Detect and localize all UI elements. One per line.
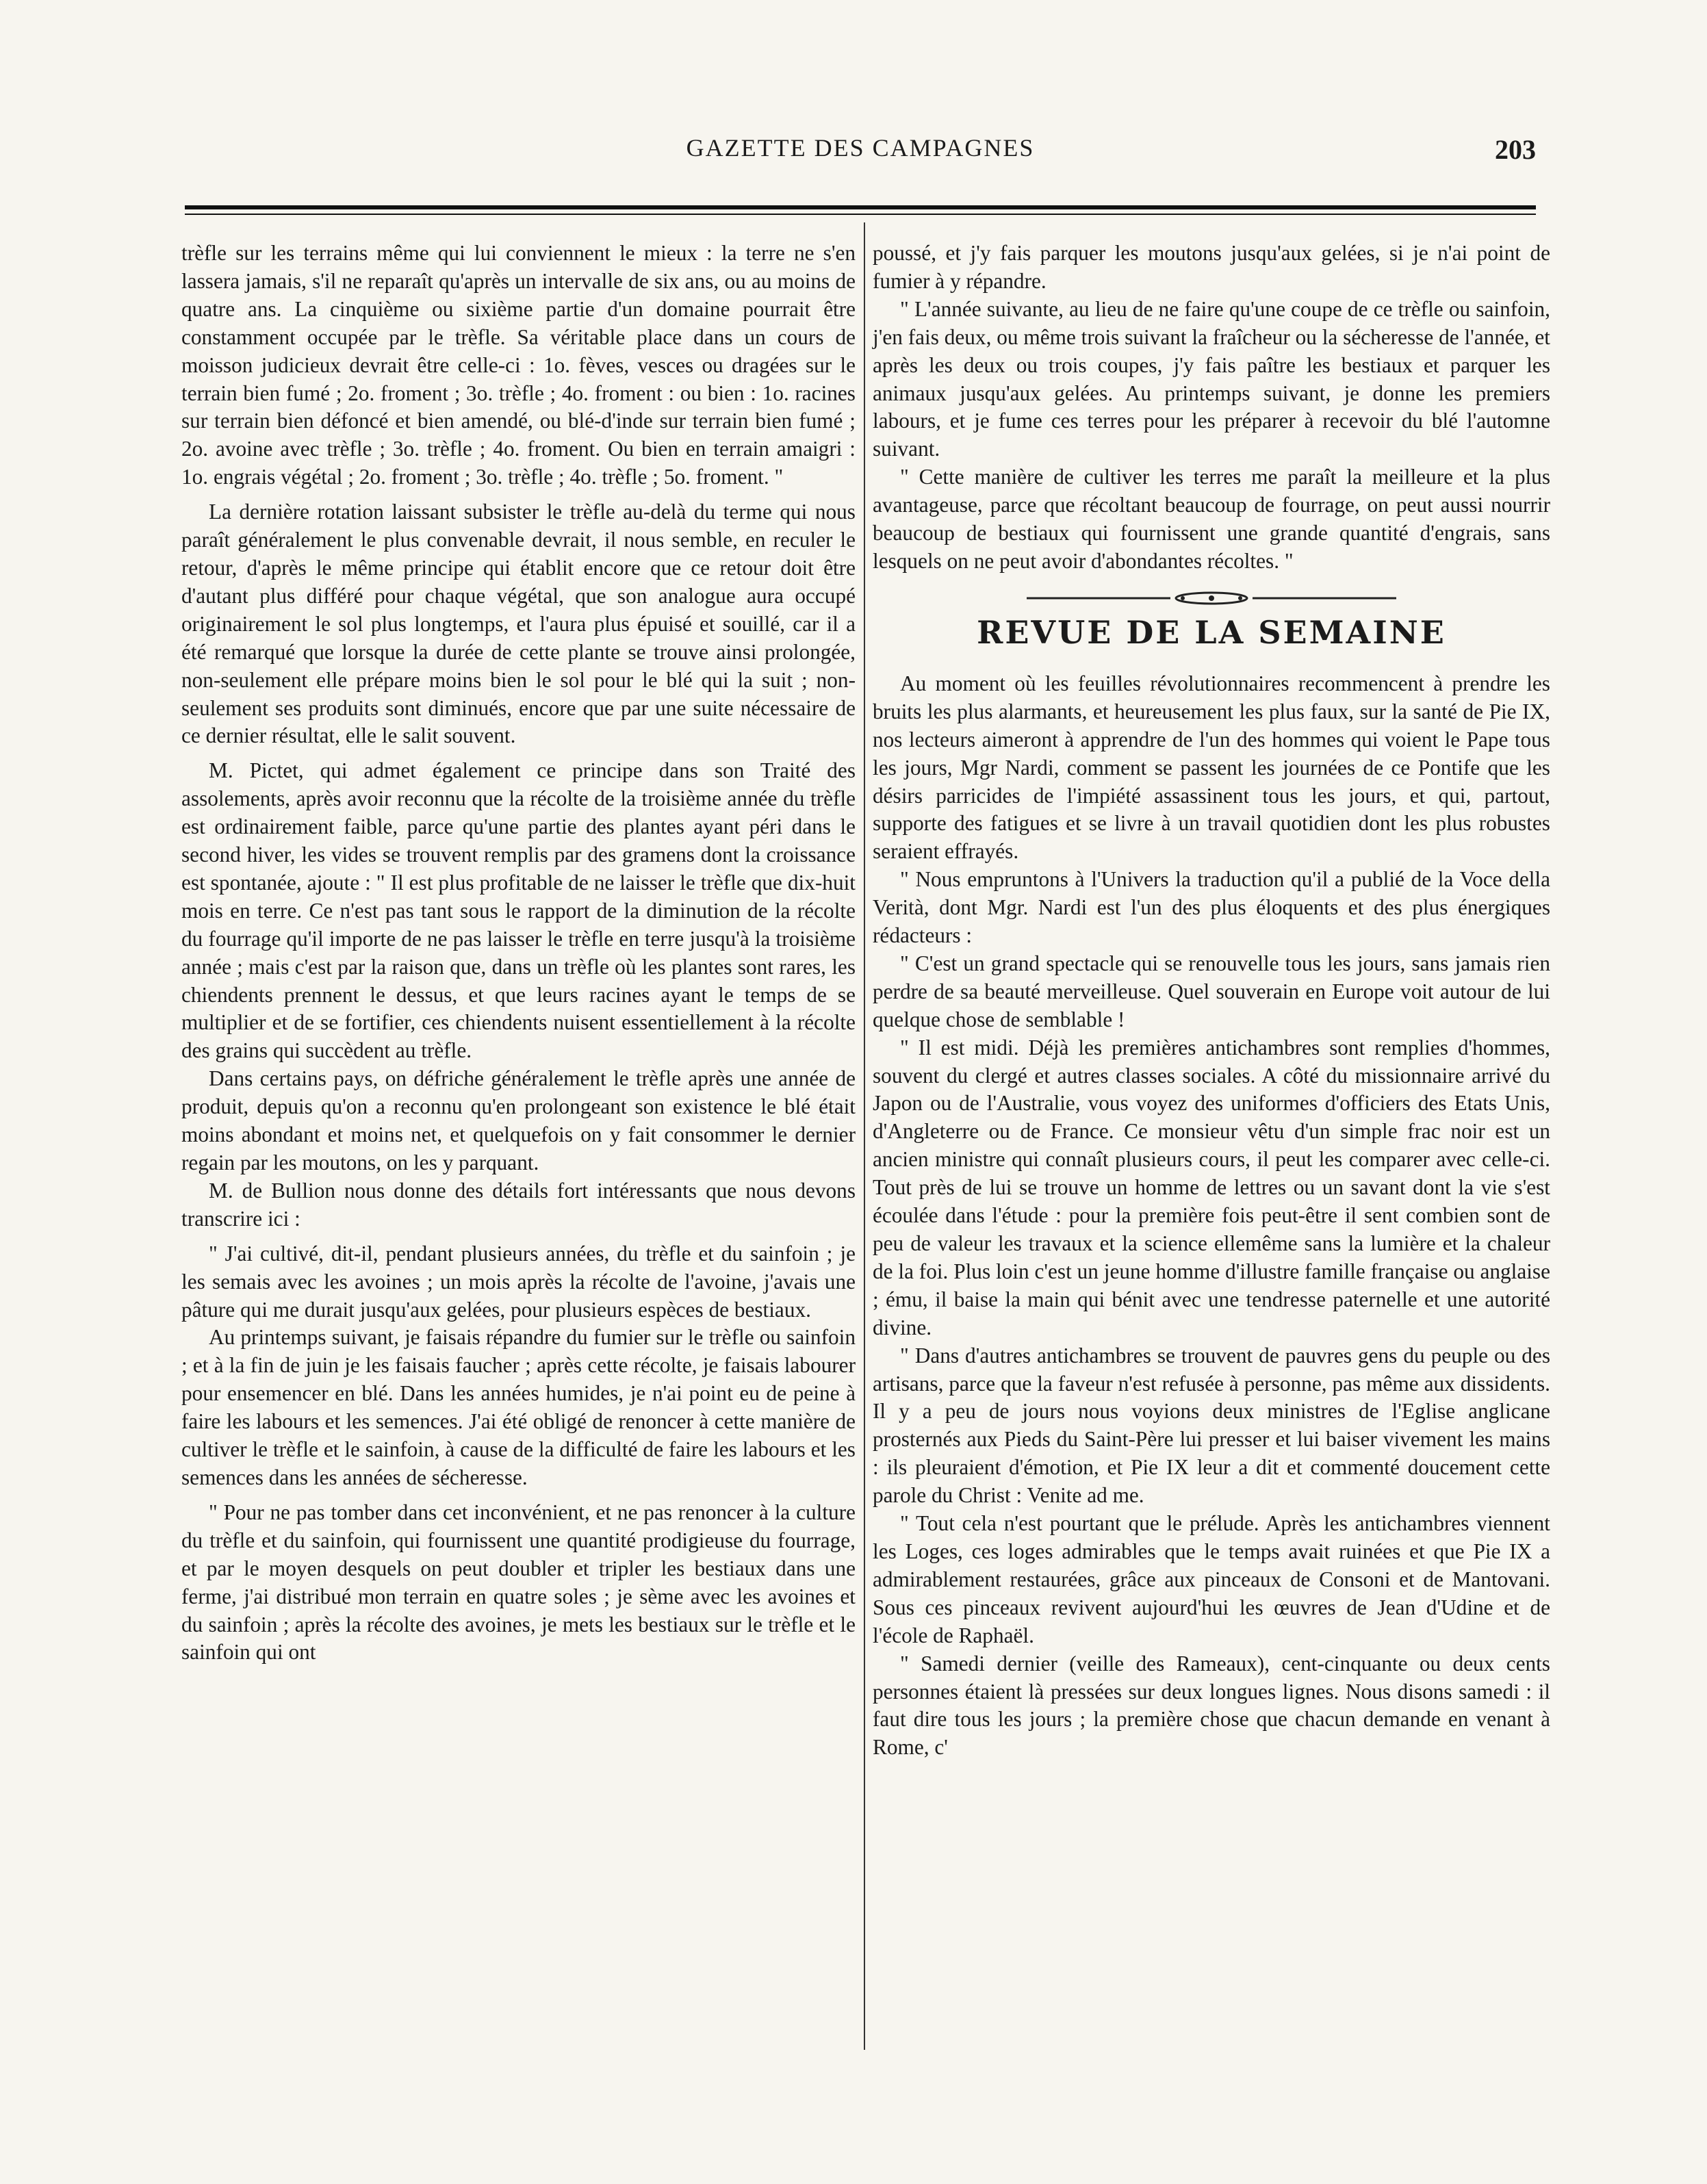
paragraph: Au printemps suivant, je faisais répandre du fumier sur le trèfle ou sainfoin ; et à la fin de juin je les faisais faucher ; après cette récolte, je faisais labourer pour ensemencer en blé. Dans les années humides, je n'ai point eu de peine à faire les labours et les semences. J'ai été obligé de renoncer à cette manière de cultiver le trèfle et le sainfoin, à cause de la difficulté de faire les labours et les semences dans les années de sécheresse.	[181, 1325, 856, 1489]
paragraph: poussé, et j'y fais parquer les moutons jusqu'aux gelées, si je n'ai point de fumier à y répandre.	[873, 241, 1550, 293]
paragraph: " Il est midi. Déjà les premières antichambres sont remplies d'hommes, souvent du clergé et autres classes sociales. A côté du missionnaire arrivé du Japon ou de l'Australie, vous voyez des uniformes d'officiers des Etats Unis, d'Angleterre ou de France. Ce monsieur vêtu d'un simple frac noir est un ancien ministre qui connaît plusieurs cours, il peut les comparer avec celle-ci. Tout près de lui se trouve un homme de lettres ou un savant dont la vie s'est écoulée dans l'étude : pour la première fois peut-être il sent combien sont de peu de valeur les travaux et la science ellemême sans la lumière et la chaleur de la foi. Plus loin c'est un jeune homme d'illustre famille française ou anglaise ; ému, il baise la main qui bénit avec une tendresse paternelle et une autorité divine.	[873, 1035, 1550, 1339]
paragraph: " Dans d'autres antichambres se trouvent de pauvres gens du peuple ou des artisans, parce que la faveur n'est refusée à personne, pas même aux dissidents. Il y a peu de jours nous voyions deux ministres de l'Eglise anglicane prosternés aux Pieds du Saint-Père lui presser et lui baiser vivement les mains : ils pleuraient d'émotion, et Pie IX leur a dit et commenté doucement cette parole du Christ : Venite ad me.	[873, 1343, 1550, 1508]
paragraph: " L'année suivante, au lieu de ne faire qu'une coupe de ce trèfle ou sainfoin, j'en fais deux, ou même trois suivant la fraîcheur ou la sécheresse de l'année, et après les deux ou trois coupes, j'y fais paître les bestiaux et parquer les animaux jusqu'aux gelées. Au printemps suivant, je donne les premiers labours, et je fume ces terres pour les préparer à recevoir du blé l'automne suivant.	[873, 296, 1550, 461]
paragraph: Dans certains pays, on défriche généralement le trèfle après une année de produit, depuis qu'on a reconnu qu'en prolongeant son existence le blé était moins abondant et moins net, et quelquefois on y fait consommer le dernier regain par les moutons, on les y parquant.	[181, 1066, 856, 1174]
section-heading: REVUE DE LA SEMAINE	[977, 613, 1446, 651]
paragraph: Au moment où les feuilles révolutionnaires recommencent à prendre les bruits les plus alarmants, et heureusement les plus faux, sur la santé de Pie IX, nos lecteurs aimeront à apprendre de l'un des hommes qui voient le Pape tous les jours, Mgr Nardi, comment se passent les journées de ce Pontife que les désirs parricides de l'impiété assassinent tous les jours, et qui, partout, supporte des fatigues et se livre à un travail quotidien dont les plus robustes seraient effrayés.	[873, 671, 1550, 864]
paragraph: " Cette manière de cultiver les terres me paraît la meilleure et la plus avantageuse, parce que récoltant beaucoup de fourrage, on peut aussi nourrir beaucoup de bestiaux qui fournissent une grande quantité d'engrais, sans lesquels on ne peut avoir d'abondantes récoltes. "	[873, 465, 1550, 573]
left-column	[181, 240, 856, 1667]
right-column	[873, 240, 1550, 1762]
paragraph: La dernière rotation laissant subsister le trèfle au-delà du terme qui nous paraît généralement le plus convenable devrait, il nous semble, en reculer le retour, d'après le même principe qui établit encore que ce retour doit être d'autant plus différé pour chaque végétal, que son analogue aura occupé originairement le sol plus longtemps, et l'aura plus épuisé et souillé, car il a été remarqué que lorsque la durée de cette plante se trouve ainsi prolongée, non-seulement elle prépare moins bien le sol pour le blé qui la suit ; non-seulement ses produits sont diminués, encore que par une suite nécessaire de ce dernier résultat, elle le salit souvent.	[181, 500, 856, 748]
section-ornament	[873, 591, 1550, 607]
column-divider	[864, 222, 865, 2050]
paragraph: " J'ai cultivé, dit-il, pendant plusieurs années, du trèfle et du sainfoin ; je les semais avec les avoines ; un mois après la récolte de l'avoine, j'avais une pâture qui me durait jusqu'aux gelées, pour plusieurs espèces de bestiaux.	[181, 1241, 856, 1322]
paragraph: M. de Bullion nous donne des détails fort intéressants que nous devons transcrire ici :	[181, 1178, 856, 1231]
paragraph: " Pour ne pas tomber dans cet inconvénient, et ne pas renoncer à la culture du trèfle et du sainfoin, qui fournissent une quantité prodigieuse du fourrage, et par le moyen desquels on peut doubler et tripler les bestiaux dans une ferme, j'ai distribué mon terrain en quatre soles ; je sème avec les avoines et du sainfoin ; après la récolte des avoines, je mets les bestiaux sur le trèfle et le sainfoin qui ont	[181, 1500, 856, 1665]
paragraph: " C'est un grand spectacle qui se renouvelle tous les jours, sans jamais rien perdre de sa beauté merveilleuse. Quel souverain en Europe voit autour de lui quelque chose de semblable !	[873, 951, 1550, 1031]
paragraph: M. Pictet, qui admet également ce principe dans son Traité des assolements, après avoir reconnu que la récolte de la troisième année du trèfle est ordinairement faible, parce qu'une partie des plantes ayant péri dans le second hiver, les vides se trouvent remplis par des gramens dont la croissance est spontanée, ajoute : " Il est plus profitable de ne laisser le trèfle que dix-huit mois en terre. Ce n'est pas tant sous le rapport de la diminution de la récolte du fourrage qu'il importe de ne pas laisser le trèfle en terre jusqu'à la troisième année ; mais c'est par la raison que, dans un trèfle où les plantes sont rares, les chiendents prennent le dessus, et que leurs racines ayant le temps de se multiplier et de se fortifier, ces chiendents nuisent essentiellement à la récolte des grains qui succèdent au trèfle.	[181, 758, 856, 1063]
paragraph: " Nous empruntons à l'Univers la traduction qu'il a publié de la Voce della Verità, dont Mgr. Nardi est l'un des plus éloquents et des plus énergiques rédacteurs :	[873, 867, 1550, 948]
paragraph: " Tout cela n'est pourtant que le prélude. Après les antichambres viennent les Loges, ces loges admirables que le temps avait ruinées et que Pie IX a admirablement restaurées, grâce aux pinceaux de Consoni et de Mantovani. Sous ces pinceaux revivent aujourd'hui les œuvres de Jean d'Udine et de l'école de Raphaël.	[873, 1511, 1550, 1647]
paragraph: " Samedi dernier (veille des Rameaux), cent-cinquante ou deux cents personnes étaient là pressées sur deux longues lignes. Nous disons samedi : il faut dire tous les jours ; la première chose que chacun demande en venant à Rome, c'	[873, 1651, 1550, 1760]
newspaper-title: GAZETTE DES CAMPAGNES	[686, 134, 1035, 162]
page-number: 203	[1495, 134, 1536, 165]
page-header	[185, 133, 1536, 181]
header-rule	[185, 205, 1536, 215]
paragraph: trèfle sur les terrains même qui lui conviennent le mieux : la terre ne s'en lassera jamais, s'il ne reparaît qu'après un intervalle de six ans, ou au moins de quatre ans. La cinquième ou sixième partie d'un domaine pourrait être constamment occupée par le trèfle. Sa véritable place dans un cours de moisson judicieux devrait être celle-ci : 1o. fèves, vesces ou dragées sur le terrain bien fumé ; 2o. froment ; 3o. trèfle ; 4o. froment : ou bien : 1o. racines sur terrain bien défoncé et bien amendé, ou blé-d'inde sur terrain bien fumé ; 2o. avoine avec trèfle ; 3o. trèfle ; 4o. froment. Ou bien en terrain amaigri : 1o. engrais végétal ; 2o. froment ; 3o. trèfle ; 4o. trèfle ; 5o. froment. "	[181, 241, 856, 489]
